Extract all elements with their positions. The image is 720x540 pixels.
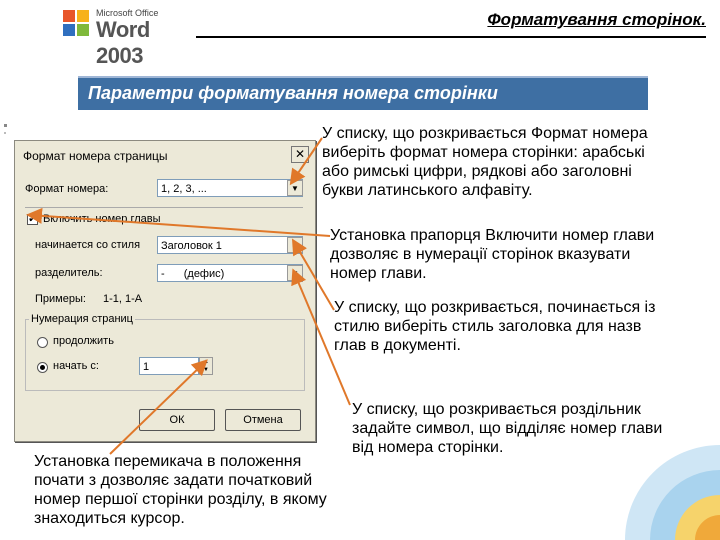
office-logo-icon [62,9,90,37]
left-decoration [0,120,12,160]
logo-title: Word 2003 [96,17,150,68]
page-numbering-group-label: Нумерация страниц [31,313,133,325]
starts-with-style-label: начинается со стиля [35,239,141,251]
separator-select[interactable] [157,264,303,282]
banner-title: Параметри форматування номера сторінки [88,83,498,103]
office-logo [62,6,202,68]
callout-chapter-flag: Установка прапорця Включити номер глави дозволяє в нумерації сторінок вказувати номер глави. [330,227,655,282]
ok-button[interactable]: ОК [139,409,215,431]
continue-radio[interactable] [37,337,48,348]
separator-description: (дефис) [183,268,225,280]
separator-label: разделитель: [35,267,103,279]
examples-label: Примеры: [35,293,86,305]
logo-subtitle: Microsoft Office [96,8,159,18]
include-chapter-checkbox[interactable]: ✔ [28,214,37,225]
continue-label: продолжить [53,335,114,347]
section-banner [78,76,648,110]
close-icon[interactable]: ✕ [291,146,309,163]
callout-style-list: У списку, що розкривається, починається із стилю виберіть стиль заголовка для назв глав в документі. [334,299,656,354]
number-format-value: 1, 2, 3, ... [161,183,207,195]
examples-value: 1-1, 1-А [103,293,143,305]
callout-start-switch: Установка перемикача в положення почати з дозволяє задати початковий номер першої сторінки розділу, в якому знаходиться курсор. [34,453,327,527]
header-divider [196,36,706,38]
start-at-value: 1 [143,361,150,373]
number-format-select[interactable] [157,179,303,197]
start-at-spinner[interactable]: ▲ ▼ [199,357,213,375]
starts-with-style-value: Заголовок 1 [161,240,222,252]
start-at-radio[interactable] [37,362,48,373]
callout-separator-list: У списку, що розкривається роздільник задайте символ, що відділяє номер глави від номера сторінки. [352,401,663,456]
dialog-title: Формат номера страницы [23,149,168,163]
include-chapter-label: Включить номер главы [43,213,161,225]
slide-title: Форматування сторінок. [487,10,706,29]
cancel-button[interactable]: Отмена [225,409,301,431]
chevron-down-icon[interactable]: ▼ [287,180,303,196]
chevron-down-icon[interactable]: ▼ [287,265,303,281]
start-at-label: начать с: [53,360,99,372]
page-numbering-group [25,319,305,391]
start-at-input[interactable] [139,357,199,375]
starts-with-style-select[interactable] [157,236,303,254]
chevron-down-icon[interactable]: ▼ [287,237,303,253]
separator-value: - [161,268,165,280]
page-number-format-dialog [14,140,316,442]
number-format-label: Формат номера: [25,183,109,195]
dialog-separator [25,207,303,208]
callout-format-list: У списку, що розкривається Формат номера виберіть формат номера сторінки: арабські або римські цифри, рядкові або заголовні букви латинського алфавіту. [322,125,648,199]
